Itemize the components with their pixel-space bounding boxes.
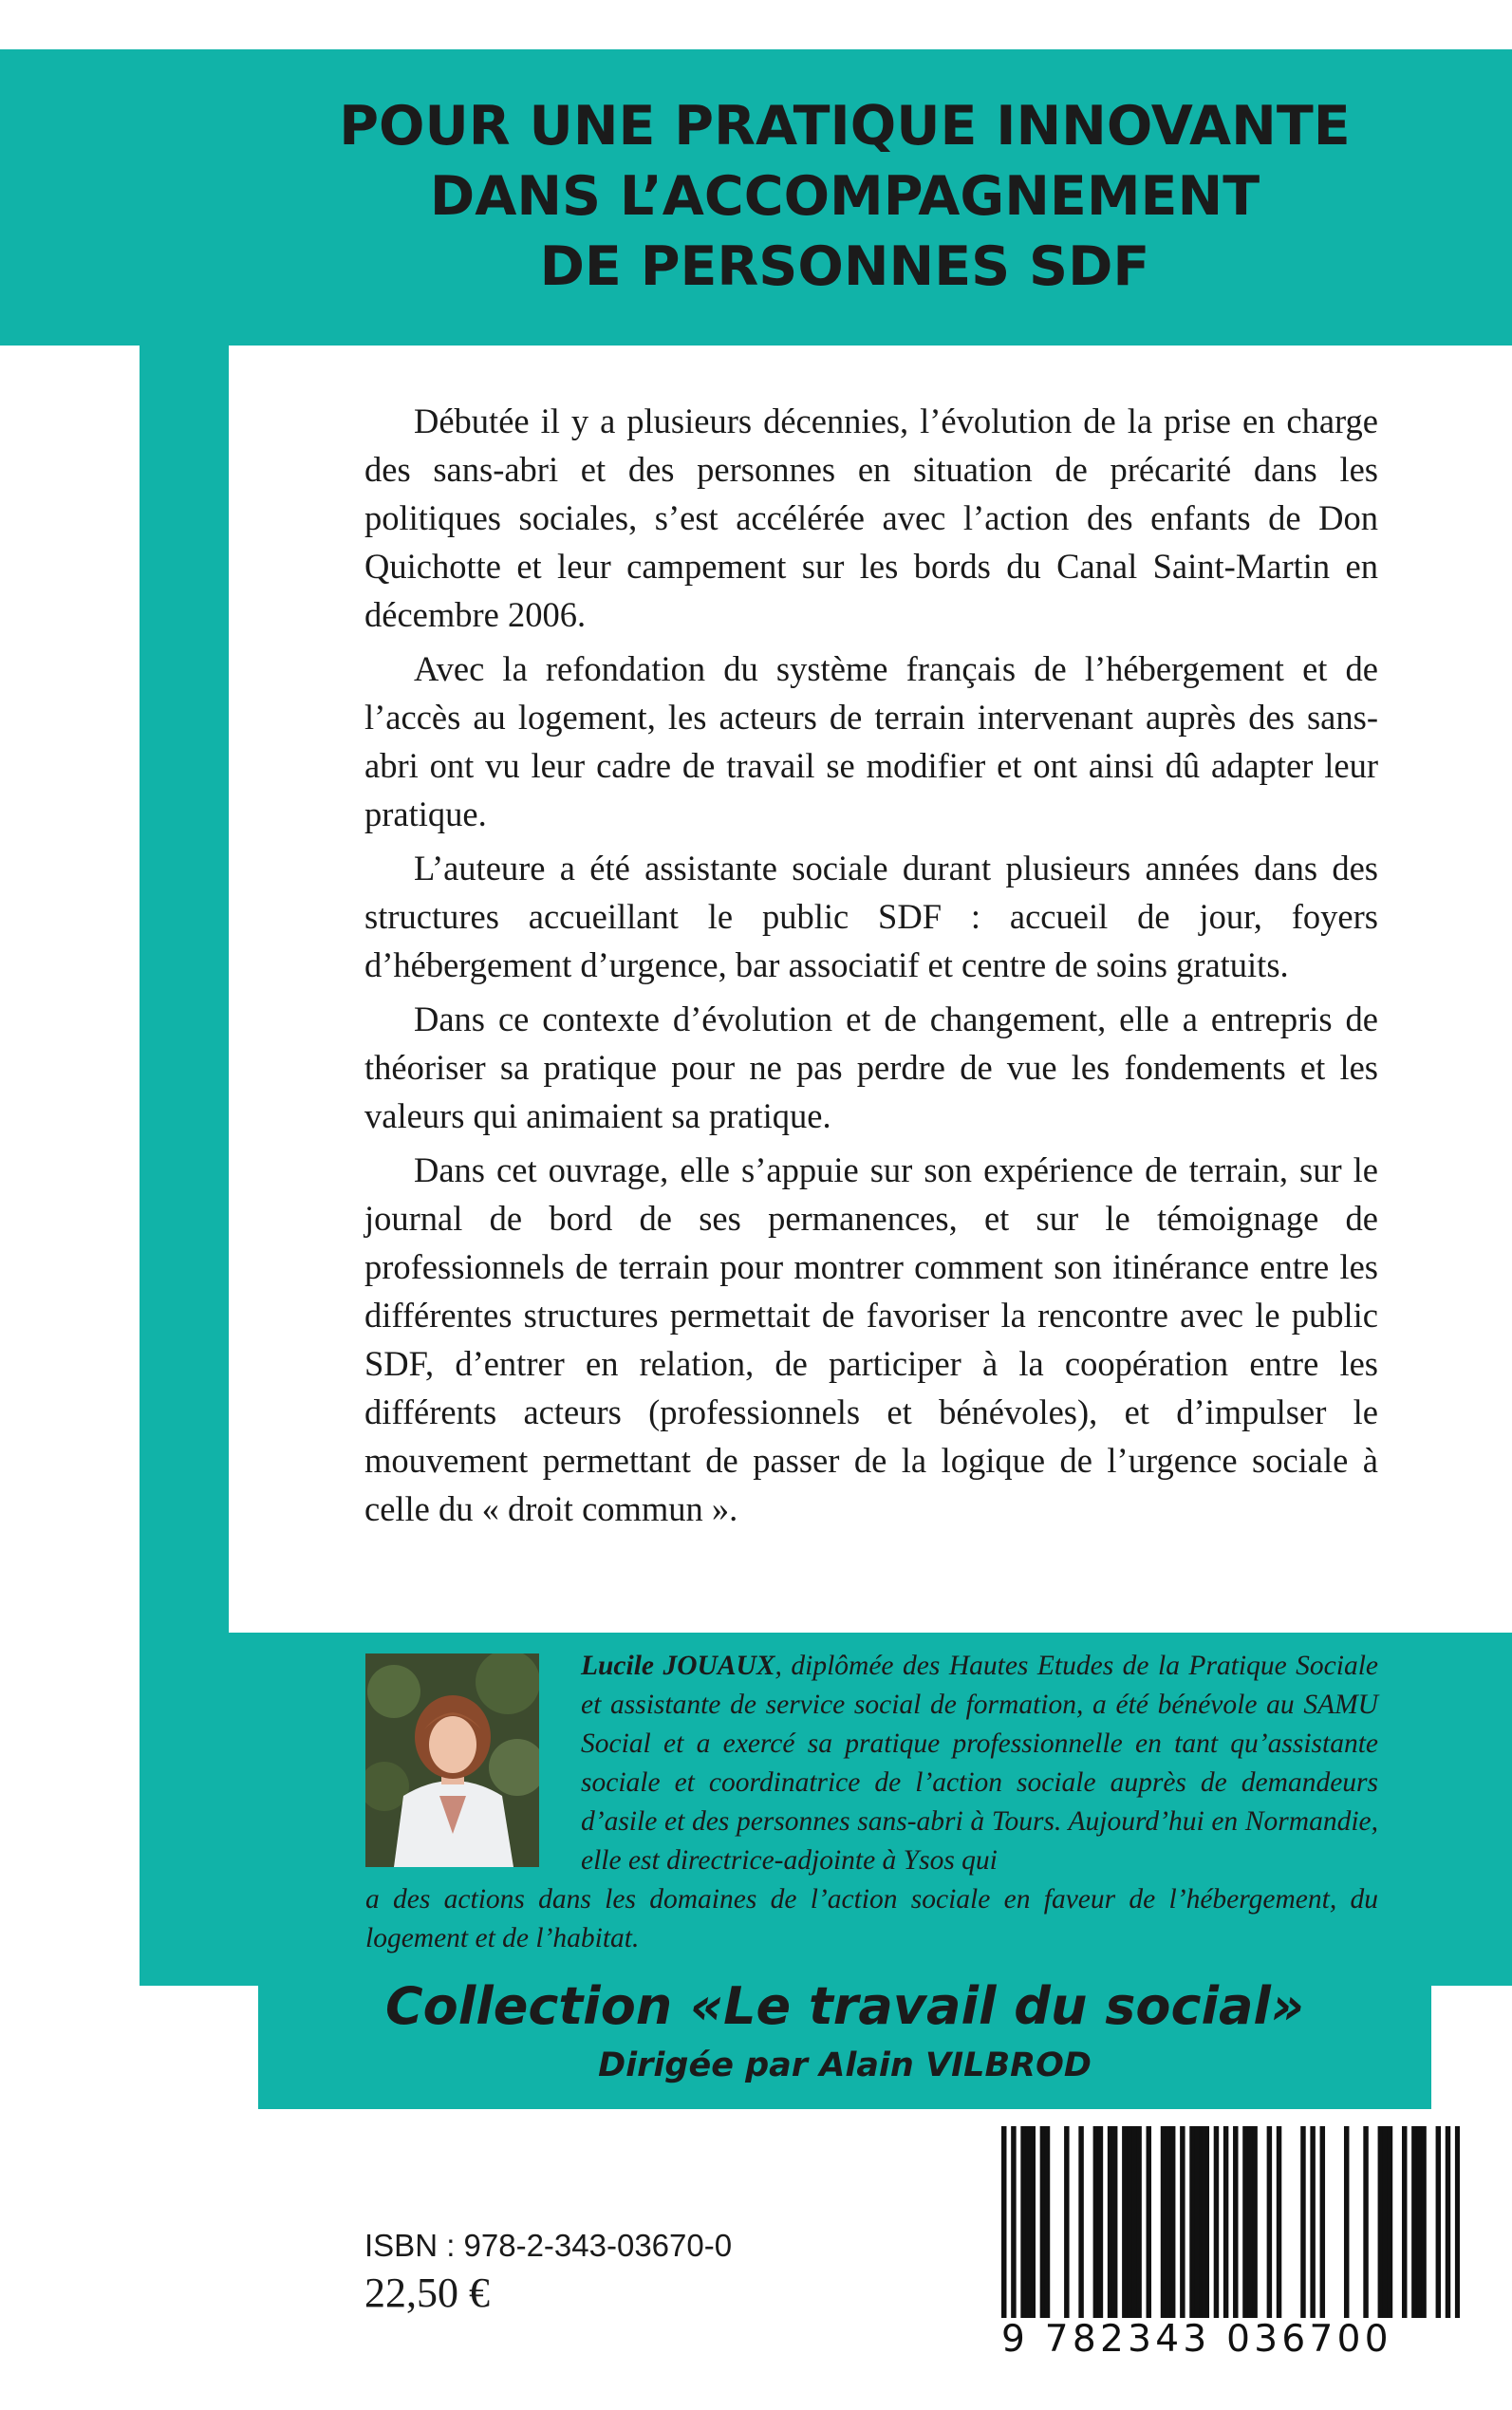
barcode-bar bbox=[1233, 2126, 1238, 2318]
barcode-bar bbox=[1127, 2126, 1131, 2318]
barcode-bar bbox=[1031, 2126, 1036, 2318]
barcode-bar bbox=[1025, 2126, 1030, 2318]
author-photo bbox=[365, 1653, 539, 1867]
title-line: POUR UNE PRATIQUE INNOVANTE bbox=[339, 95, 1351, 158]
barcode-bar bbox=[1136, 2126, 1141, 2318]
barcode-bar bbox=[1436, 2126, 1441, 2318]
blurb-text bbox=[364, 397, 1378, 1539]
barcode-bar bbox=[1045, 2126, 1050, 2318]
barcode-bar bbox=[1242, 2126, 1247, 2318]
barcode bbox=[1001, 2126, 1460, 2318]
barcode-bar bbox=[1180, 2126, 1185, 2318]
barcode-bar bbox=[1098, 2126, 1103, 2318]
barcode-bar bbox=[1223, 2126, 1228, 2318]
barcode-bars bbox=[1001, 2126, 1460, 2318]
barcode-bar bbox=[1189, 2126, 1194, 2318]
barcode-bar bbox=[1112, 2126, 1117, 2318]
author-bio-continued: a des actions dans les domaines de l’action sociale en faveur de l’hébergement, du logement et de l’habitat. bbox=[365, 1884, 1378, 1953]
barcode-bar bbox=[1383, 2126, 1388, 2318]
barcode-bar bbox=[1001, 2126, 1006, 2318]
barcode-bar bbox=[1300, 2126, 1305, 2318]
barcode-bar bbox=[1078, 2126, 1083, 2318]
barcode-bar bbox=[1446, 2126, 1450, 2318]
book-title bbox=[237, 91, 1452, 302]
barcode-bar bbox=[1122, 2126, 1127, 2318]
barcode-bar bbox=[1247, 2126, 1252, 2318]
price: 22,50 € bbox=[364, 2270, 490, 2316]
barcode-bar bbox=[1388, 2126, 1392, 2318]
title-line: DE PERSONNES SDF bbox=[539, 235, 1150, 298]
barcode-bar bbox=[1310, 2126, 1315, 2318]
barcode-bar bbox=[1040, 2126, 1045, 2318]
author-bio bbox=[581, 1647, 1378, 1880]
barcode-bar bbox=[1320, 2126, 1325, 2318]
barcode-bar bbox=[1166, 2126, 1170, 2318]
barcode-digits: 9 782343 036700 bbox=[1001, 2318, 1392, 2361]
barcode-bar bbox=[1267, 2126, 1272, 2318]
barcode-bar bbox=[1378, 2126, 1383, 2318]
barcode-bar bbox=[1147, 2126, 1151, 2318]
blurb-paragraph: Dans cet ouvrage, elle s’appuie sur son expérience de terrain, sur le journal de bord de ses permanences, et sur le témoignage de professionnels de terrain pour montrer comment son itinérance entre les différentes structures permettait de favoriser la rencontre avec le public SDF, d’entrer en relation, de participer à la coopération entre les différents acteurs (professionnels et bénévoles), et d’impulser le mouvement permettant de passer de la logique de l’urgence sociale à celle du « droit commun ». bbox=[364, 1150, 1378, 1528]
barcode-bar bbox=[1108, 2126, 1112, 2318]
barcode-bar bbox=[1416, 2126, 1421, 2318]
barcode-bar bbox=[1064, 2126, 1069, 2318]
barcode-bar bbox=[1093, 2126, 1098, 2318]
author-bio-text: , diplômée des Hautes Etudes de la Pratique Sociale et assistante de service social de formation, a été bénévole au SAMU Social et a exercé sa pratique professionnelle en tant qu’assistante sociale et coordinatrice de l’action sociale auprès de demandeurs d’asile et des personnes sans-abri à Tours. Aujourd’hui en Normandie, elle est directrice-adjointe à Ysos qui bbox=[581, 1651, 1378, 1876]
title-line: DANS L’ACCOMPAGNEMENT bbox=[429, 165, 1260, 228]
barcode-bar bbox=[1344, 2126, 1349, 2318]
barcode-bar bbox=[1170, 2126, 1175, 2318]
blurb-paragraph: L’auteure a été assistante sociale durant plusieurs années dans des structures accueillant le public SDF : accueil de jour, foyers d’hébergement d’urgence, bar associatif et centre de soins gratuits. bbox=[364, 849, 1378, 984]
barcode-bar bbox=[1277, 2126, 1281, 2318]
blurb-paragraph: Dans ce contexte d’évolution et de changement, elle a entrepris de théoriser sa pratique pour ne pas perdre de vue les fondements et les valeurs qui animaient sa pratique. bbox=[364, 999, 1378, 1135]
barcode-bar bbox=[1214, 2126, 1219, 2318]
blurb-paragraph: Avec la refondation du système français de l’hébergement et de l’accès au logement, les acteurs de terrain intervenant auprès des sans-abri ont vu leur cadre de travail se modifier et ont ainsi dû adapter leur pratique. bbox=[364, 649, 1378, 833]
barcode-bar bbox=[1199, 2126, 1204, 2318]
barcode-bar bbox=[1194, 2126, 1199, 2318]
barcode-bar bbox=[1131, 2126, 1136, 2318]
author-name: Lucile JOUAUX bbox=[581, 1651, 775, 1681]
barcode-bar bbox=[1421, 2126, 1426, 2318]
barcode-bar bbox=[1402, 2126, 1407, 2318]
blurb-paragraph: Débutée il y a plusieurs décennies, l’évolution de la prise en charge des sans-abri et des personnes en situation de précarité dans les politiques sociales, s’est accélérée avec l’action des enfants de Don Quichotte et leur campement sur les bords du Canal Saint-Martin en décembre 2006. bbox=[364, 402, 1378, 634]
barcode-bar bbox=[1161, 2126, 1166, 2318]
barcode-bar bbox=[1252, 2126, 1257, 2318]
collection-title: Collection «Le travail du social» bbox=[384, 1976, 1305, 2036]
barcode-bar bbox=[1411, 2126, 1416, 2318]
left-accent-bar bbox=[140, 342, 229, 1637]
barcode-bar bbox=[1455, 2126, 1460, 2318]
isbn: ISBN : 978-2-343-03670-0 bbox=[364, 2228, 733, 2263]
barcode-bar bbox=[1363, 2126, 1368, 2318]
barcode-bar bbox=[1204, 2126, 1209, 2318]
collection-director: Dirigée par Alain VILBROD bbox=[598, 2046, 1092, 2084]
barcode-bar bbox=[1011, 2126, 1016, 2318]
barcode-bar bbox=[1020, 2126, 1025, 2318]
